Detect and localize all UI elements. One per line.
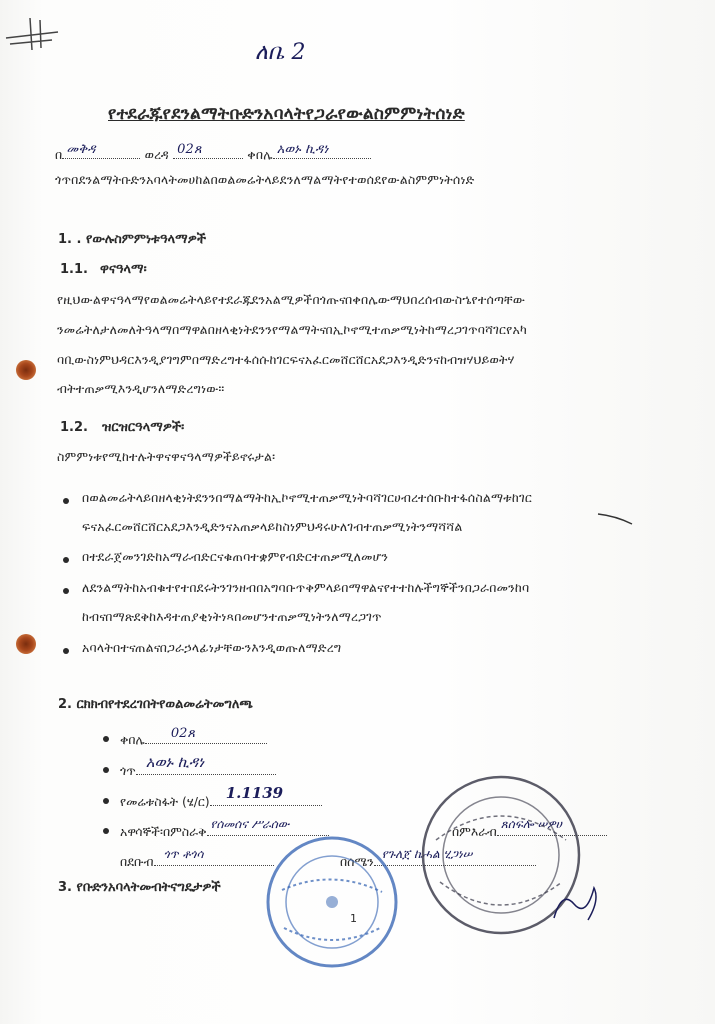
specific-aim-2: በተደራጀመንገድከአማራብድርናቁጠባተቋምየብድርተጠቃሚለመሆን	[82, 549, 389, 564]
section2-heading: 2. ርክክብየተደረገበትየወልመሬትመግለጫ	[58, 697, 253, 712]
field-north-value: የጉለጀ ኬሓል ሂጋነሠ	[381, 847, 473, 861]
field-east-border	[120, 817, 329, 840]
bullet-marker	[63, 648, 69, 654]
field-kebele-line	[145, 726, 267, 744]
bullet-marker	[63, 588, 69, 594]
field-area	[120, 784, 322, 810]
field-got-value: አወኑ ኪዳነ	[145, 753, 205, 771]
woreda-field	[173, 144, 243, 159]
field-area-label: የመሬቱስፋት (ሄ/ር)	[120, 794, 210, 809]
section1-heading: 1. . የውሉስምምነቱዓላማዎች	[58, 232, 207, 247]
field-east-label: አዋሳኞች፡በምስራቅ	[120, 824, 207, 839]
field-got-line	[136, 753, 276, 775]
field-got	[120, 753, 276, 779]
section1-1-heading: ዋናዓላማ፡	[100, 262, 147, 277]
bullet-marker	[103, 767, 109, 773]
official-stamp	[262, 832, 402, 972]
bullet-marker	[103, 736, 109, 742]
kebele-label: ቀበሌ	[247, 147, 273, 162]
woreda-value: 02ጸ	[177, 142, 202, 157]
field-east-value: የሰመሰና ሥራሰው	[210, 817, 290, 831]
signature-scrawl	[548, 870, 608, 930]
specific-aim-1-line-2: ፍናአፈርመሸርሸርአደጋእንዲድንናአጠቃላይከስነምህዳሩሁለገብተጠቃሚነትንማሻሻል	[82, 519, 463, 534]
section1-1-number: 1.1.	[60, 262, 88, 277]
field-kebele-label: ቀበሌ	[120, 732, 145, 747]
specific-aim-3-line-1: ለደንልማትከአብቁተየተበደሩትንገንዘብበአግባቡጥቅምላይበማዋልናየተተከሉችግኞችንበጋራበመንከባ	[82, 580, 530, 595]
main-aim-line-3: ባቢውስነምህዳርእንዲያገግምበማድረግተፋሰሱከገርፍናአፈርመሸርሸርአደጋእንዲድንናከብዝሃህይወትሃ	[57, 352, 515, 367]
bullet-marker	[63, 498, 69, 504]
woreda-label: ወረዳ	[144, 147, 169, 162]
field-west-label: በምእራብ	[452, 824, 497, 839]
specific-aims-intro: ስምምነቱየሚከተሉትዋናዋናዓላማዎችይኖሩታል፡	[57, 449, 276, 464]
field-got-label: ጎጥ	[120, 763, 136, 778]
location-line	[55, 144, 371, 163]
location-prefix: በ	[55, 147, 63, 162]
main-aim-line-1: የዚህውልዋናዓላማየወልመሬትላይየተደራጁደንአልሚዎችበጎጡናበቀበሌውማህበረሰብውስኄየተሰጣቸው	[57, 292, 526, 307]
field-south-label: በደቡብ	[120, 854, 154, 869]
bullet-marker	[103, 798, 109, 804]
specific-aim-3-line-2: ከብናበማጽደቅከእዳተጠያቂነትነጻበመሆንተጠቃሚነትንለማረጋገጥ	[82, 609, 382, 624]
document-title: የተደራጁየደንልማትቡድንአባላትየጋራየውልስምምነትሰነድ	[108, 104, 465, 124]
field-kebele-value: 02ጸ	[170, 726, 195, 741]
specific-aim-4: አባላትበተናጠልናበጋራኃላፊነታቸውንእንዲወጡለማድረግ	[82, 640, 342, 655]
pen-stroke	[596, 510, 636, 530]
page-number: 1	[350, 912, 357, 925]
bullet-marker	[103, 828, 109, 834]
main-aim-line-2: ንመሬትለታለመለትዓላማበማዋልበዘላቂነትደንንየማልማትናበኢኮኖሚተጠቃሚነትከማረጋገጥባሻገርየአካ	[57, 322, 527, 337]
punch-hole	[16, 360, 36, 380]
bullet-marker	[63, 557, 69, 563]
field-west-value: ጸሰፍሎ ሠዎሀ	[500, 817, 562, 831]
field-south-line	[154, 847, 274, 866]
section1-2-number: 1.2.	[60, 420, 88, 435]
kebele-field	[273, 144, 371, 159]
field-south-value: ጎጥ ቶጎሳ	[163, 847, 204, 861]
field-east-line	[207, 817, 329, 836]
field-kebele	[120, 726, 267, 748]
district-field	[62, 144, 140, 159]
field-south-border	[120, 847, 274, 870]
kebele-value: አወኑ ኪዳነ	[276, 142, 329, 157]
section1-2-heading: ዝርዝርዓላማዎች፡	[102, 420, 185, 435]
subtitle: ጎጥበደንልማትቡድንአባላትመሀከልበወልመሬትላይደንለማልማትየተወሰደየውልስምምነትሰነድ	[55, 172, 475, 187]
field-north-label: በሰሜን	[340, 854, 374, 869]
field-area-value: 1.1139	[225, 784, 284, 802]
district-value: መቅዳ	[66, 142, 96, 157]
punch-hole	[16, 634, 36, 654]
handwritten-note: ለቤ 2	[255, 40, 306, 65]
field-area-line	[210, 784, 322, 806]
section3-heading: 3. የቡድንአባላትመብትናግዴታዎች	[58, 880, 221, 895]
main-aim-line-4: ብትተጠቃሚእንዲሆንለማድረግነው።	[57, 381, 225, 396]
margin-scribble	[0, 10, 70, 50]
specific-aim-1-line-1: በወልመሬትላይበዘላቂነትደንንበማልማትከኢኮኖሚተጠቃሚነትባሻገርሀብረተሰቡከተፋሰስልማቱከገር	[82, 490, 533, 505]
